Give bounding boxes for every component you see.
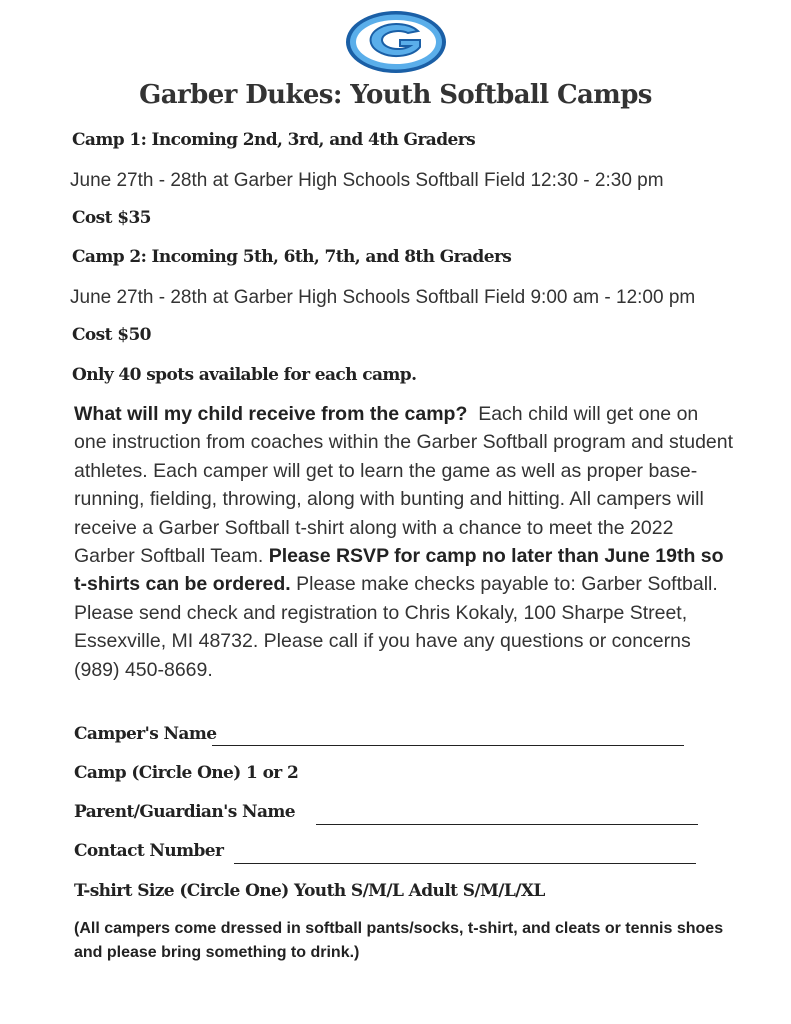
info-body: Each child will get one on one instruction from coaches within the Garber Softball program and student athletes. Each camper will get to learn the game as well as proper base-running, fielding, throwing, along with bunting and hitting. All campers will receive a Garber Softball t-shirt along with a chance to meet the 2022 Garber Softball Team. <box>74 403 734 568</box>
parent-name-field[interactable] <box>316 824 698 825</box>
camper-name-label: Camper's Name <box>74 724 217 744</box>
page-title: Garber Dukes: Youth Softball Camps <box>139 80 652 110</box>
camper-name-field[interactable] <box>212 745 684 746</box>
camp1-details: June 27th - 28th at Garber High Schools Softball Field 12:30 - 2:30 pm <box>70 170 664 191</box>
camp1-heading: Camp 1: Incoming 2nd, 3rd, and 4th Graders <box>72 130 476 150</box>
garber-g-logo <box>344 9 448 75</box>
camp2-heading: Camp 2: Incoming 5th, 6th, 7th, and 8th Graders <box>72 247 512 267</box>
attire-note: (All campers come dressed in softball pants/socks, t-shirt, and cleats or tennis shoes and please bring something to drink.) <box>74 920 724 961</box>
payment-info: Please make checks payable to: Garber Softball. Please send check and registration to Chris Kokaly, 100 Sharpe Street, Essexville, MI 48732. Please call if you have any questions or concerns (989) 450-8669. <box>74 573 718 681</box>
info-question: What will my child receive from the camp? <box>74 403 468 425</box>
rsvp-notice: Please RSVP for camp no later than June 19th so t-shirts can be ordered. <box>74 545 724 596</box>
tshirt-size-label: T-shirt Size (Circle One) Youth S/M/L Adult S/M/L/XL <box>74 881 545 901</box>
spots-notice: Only 40 spots available for each camp. <box>72 365 417 385</box>
camp1-cost: Cost $35 <box>72 208 151 228</box>
camp-choice-label: Camp (Circle One) 1 or 2 <box>74 763 299 783</box>
camp2-cost: Cost $50 <box>72 325 151 345</box>
camp2-details: June 27th - 28th at Garber High Schools Softball Field 9:00 am - 12:00 pm <box>70 287 696 308</box>
contact-number-label: Contact Number <box>74 841 224 861</box>
contact-number-field[interactable] <box>234 863 696 864</box>
parent-name-label: Parent/Guardian's Name <box>74 802 295 822</box>
info-paragraph <box>74 400 734 684</box>
